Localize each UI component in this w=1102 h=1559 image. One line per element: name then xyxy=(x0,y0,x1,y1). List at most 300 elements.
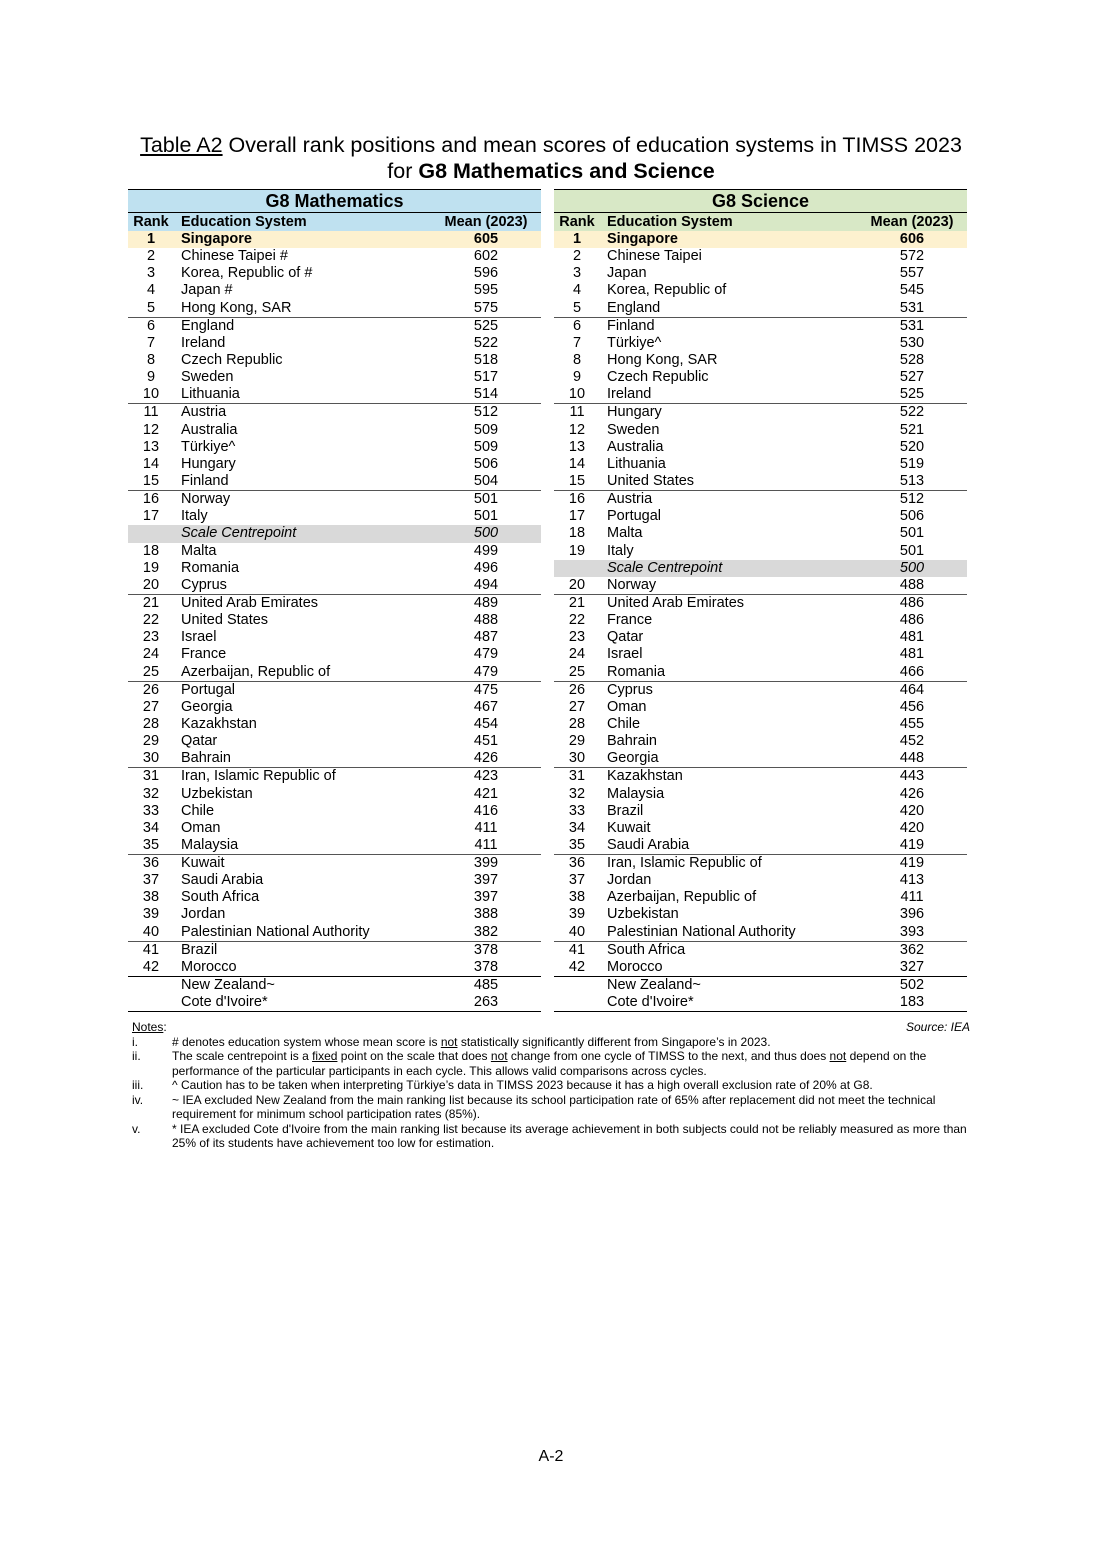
mean-cell: 263 xyxy=(473,994,499,1011)
mean-cell: 531 xyxy=(899,317,925,334)
mean-cell: 545 xyxy=(899,282,925,299)
mean-cell: 382 xyxy=(473,923,499,940)
table-row xyxy=(128,422,541,439)
rank-cell: 4 xyxy=(146,282,156,299)
system-cell: Australia xyxy=(181,421,238,438)
math-heading: G8 Mathematics xyxy=(128,189,541,212)
system-cell: France xyxy=(181,646,227,663)
rank-cell: 5 xyxy=(146,299,156,316)
mean-cell: 487 xyxy=(473,629,499,646)
table-row xyxy=(128,490,541,508)
system-cell: Kazakhstan xyxy=(607,768,683,785)
table-row xyxy=(128,265,541,282)
table-row xyxy=(554,248,967,265)
mean-cell: 416 xyxy=(473,802,499,819)
mean-cell: 494 xyxy=(473,576,499,593)
rank-cell: 41 xyxy=(568,941,586,958)
note-number: ii. xyxy=(132,1049,141,1063)
table-row xyxy=(128,837,541,854)
system-cell: Brazil xyxy=(181,941,218,958)
rank-cell: 41 xyxy=(142,941,160,958)
rank-cell: 1 xyxy=(572,231,582,247)
system-cell: Sweden xyxy=(607,421,660,438)
system-cell: Chinese Taipei # xyxy=(181,248,288,265)
mean-cell: 500 xyxy=(899,559,925,576)
table-row xyxy=(554,386,967,403)
rank-cell: 25 xyxy=(142,663,160,680)
mean-cell: 488 xyxy=(473,612,499,629)
rank-cell: 19 xyxy=(142,559,160,576)
system-cell: Portugal xyxy=(607,508,662,525)
mean-cell: 393 xyxy=(899,923,925,940)
rank-cell: 31 xyxy=(142,768,160,785)
mean-cell: 419 xyxy=(899,836,925,853)
rank-header: Rank xyxy=(133,214,169,230)
system-cell: Jordan xyxy=(607,872,652,889)
system-cell: Uzbekistan xyxy=(181,785,253,802)
mean-cell: 501 xyxy=(473,491,499,508)
rank-cell: 10 xyxy=(568,386,586,403)
note-fragment: The scale centrepoint is a xyxy=(172,1049,313,1063)
system-cell: Azerbaijan, Republic of xyxy=(607,889,757,906)
system-cell: Finland xyxy=(181,472,229,489)
table-row xyxy=(554,664,967,681)
system-cell: Finland xyxy=(607,317,655,334)
system-cell: Qatar xyxy=(607,629,644,646)
rank-cell: 42 xyxy=(568,958,586,975)
table-row xyxy=(128,681,541,699)
table-row xyxy=(554,699,967,716)
mean-cell: 378 xyxy=(473,941,499,958)
rank-cell: 21 xyxy=(568,594,586,611)
note-fragment: * IEA excluded Cote d'Ivoire from the main ranking list because its average achievement in both subjects could not be reliably measured as more than 25% of its students have achievement too low for estimation. xyxy=(172,1121,967,1150)
mean-cell: 397 xyxy=(473,872,499,889)
table-row xyxy=(128,473,541,490)
note-emphasis: not xyxy=(440,1034,458,1049)
rank-cell: 12 xyxy=(142,421,160,438)
system-cell: Malaysia xyxy=(181,836,239,853)
mean-cell: 530 xyxy=(899,334,925,351)
rank-cell: 23 xyxy=(568,629,586,646)
rank-cell: 28 xyxy=(568,715,586,732)
system-cell: Palestinian National Authority xyxy=(181,923,370,940)
mean-header: Mean (2023) xyxy=(444,214,528,230)
table-row xyxy=(128,733,541,750)
rank-cell: 7 xyxy=(572,334,582,351)
rank-cell: 2 xyxy=(572,248,582,265)
table-row xyxy=(554,889,967,906)
table-row xyxy=(128,786,541,803)
system-cell: Oman xyxy=(181,819,221,836)
rank-cell: 39 xyxy=(568,906,586,923)
rank-cell: 39 xyxy=(142,906,160,923)
table-row xyxy=(128,664,541,681)
mean-cell: 413 xyxy=(899,872,925,889)
system-cell: New Zealand~ xyxy=(181,977,275,994)
mean-cell: 419 xyxy=(899,855,925,872)
rank-cell: 3 xyxy=(146,265,156,282)
rank-cell: 29 xyxy=(142,733,160,750)
table-row xyxy=(128,335,541,352)
rank-cell: 26 xyxy=(142,681,160,698)
mean-cell: 513 xyxy=(899,472,925,489)
table-row xyxy=(128,439,541,456)
note-number: i. xyxy=(132,1034,138,1049)
system-cell: England xyxy=(181,317,235,334)
note-fragment: # denotes education system whose mean score is xyxy=(172,1034,441,1049)
rank-cell: 11 xyxy=(143,404,159,421)
system-cell: Austria xyxy=(607,491,653,508)
note-number: v. xyxy=(132,1121,141,1136)
mean-cell: 485 xyxy=(473,977,499,994)
system-cell: Singapore xyxy=(607,231,678,247)
table-row xyxy=(554,231,967,248)
system-cell: Kuwait xyxy=(181,855,225,872)
system-cell: New Zealand~ xyxy=(607,977,701,994)
system-cell: Saudi Arabia xyxy=(181,872,264,889)
table-row xyxy=(554,473,967,490)
table-row xyxy=(128,369,541,386)
table-row xyxy=(554,282,967,299)
table-row xyxy=(128,716,541,733)
system-cell: Portugal xyxy=(181,681,236,698)
table-row xyxy=(554,490,967,508)
mean-cell: 475 xyxy=(473,681,499,698)
table-row xyxy=(554,716,967,733)
notes-header xyxy=(132,1020,970,1035)
mean-cell: 489 xyxy=(473,594,499,611)
system-cell: Malta xyxy=(607,525,643,542)
mean-cell: 452 xyxy=(899,733,925,750)
table-row xyxy=(554,439,967,456)
rank-cell: 33 xyxy=(568,802,586,819)
system-cell: Chile xyxy=(607,715,641,732)
mean-cell: 514 xyxy=(473,386,499,403)
table-bottom-rule xyxy=(128,1011,541,1012)
mean-cell: 504 xyxy=(473,472,499,489)
table-row xyxy=(554,403,967,421)
system-cell: Cote d'Ivoire* xyxy=(181,994,268,1011)
note-item xyxy=(132,1049,970,1078)
rank-cell: 33 xyxy=(142,802,160,819)
system-cell: Kuwait xyxy=(607,819,651,836)
math-rows xyxy=(128,231,541,1011)
rank-cell: 1 xyxy=(146,231,156,247)
mean-cell: 421 xyxy=(473,785,499,802)
table-bottom-rule xyxy=(554,1011,967,1012)
system-cell: Saudi Arabia xyxy=(607,836,690,853)
scale-centrepoint-row xyxy=(554,560,967,577)
system-cell: Chile xyxy=(181,802,215,819)
rank-cell: 31 xyxy=(568,768,586,785)
mean-cell: 502 xyxy=(899,977,925,994)
table-row xyxy=(554,646,967,663)
note-text xyxy=(172,1093,970,1122)
notes-list xyxy=(132,1035,970,1151)
rank-cell: 15 xyxy=(568,472,586,489)
table-row xyxy=(554,872,967,889)
rank-cell: 13 xyxy=(568,438,586,455)
mean-cell: 596 xyxy=(473,265,499,282)
table-row xyxy=(128,750,541,767)
table-label: Table A2 xyxy=(140,133,223,157)
table-title xyxy=(128,132,974,184)
rank-cell: 9 xyxy=(572,369,582,386)
rank-cell: 4 xyxy=(572,282,582,299)
mean-cell: 500 xyxy=(473,525,499,542)
system-cell: Hong Kong, SAR xyxy=(607,351,718,368)
rank-cell xyxy=(554,994,600,1011)
system-cell: Hong Kong, SAR xyxy=(181,299,292,316)
rank-cell: 30 xyxy=(568,750,586,767)
table-row xyxy=(128,300,541,317)
note-item xyxy=(132,1078,970,1093)
mean-cell: 451 xyxy=(473,733,499,750)
table-row xyxy=(128,924,541,941)
rank-cell: 38 xyxy=(142,889,160,906)
system-cell: Malta xyxy=(181,542,217,559)
notes-heading-colon: : xyxy=(163,1020,167,1034)
mean-cell: 506 xyxy=(899,508,925,525)
system-cell: South Africa xyxy=(607,941,686,958)
title-text: Overall rank positions and mean scores of education systems in TIMSS 2023 for xyxy=(222,133,962,183)
system-cell: Japan # xyxy=(181,282,233,299)
rank-cell: 34 xyxy=(142,819,160,836)
system-cell: Norway xyxy=(181,491,231,508)
rank-cell: 22 xyxy=(568,612,586,629)
system-cell: Morocco xyxy=(181,958,237,975)
table-row xyxy=(128,959,541,976)
system-cell: Israel xyxy=(607,646,643,663)
note-emphasis: not xyxy=(490,1049,508,1063)
system-cell: Australia xyxy=(607,438,664,455)
rank-cell: 28 xyxy=(142,715,160,732)
mean-cell: 411 xyxy=(474,819,498,836)
system-cell: Bahrain xyxy=(181,750,231,767)
system-header: Education System xyxy=(181,214,307,230)
mean-cell: 518 xyxy=(473,351,499,368)
mean-cell: 479 xyxy=(473,646,499,663)
rank-cell: 12 xyxy=(568,421,586,438)
mean-cell: 420 xyxy=(899,819,925,836)
note-text xyxy=(172,1049,970,1078)
table-row xyxy=(128,594,541,612)
page-number: A-2 xyxy=(538,1448,564,1465)
table-row xyxy=(554,612,967,629)
rank-cell: 36 xyxy=(568,855,586,872)
scale-centrepoint-row xyxy=(128,525,541,542)
system-cell: Palestinian National Authority xyxy=(607,923,796,940)
table-row xyxy=(128,646,541,663)
note-emphasis: fixed xyxy=(312,1049,338,1063)
table-row xyxy=(554,456,967,473)
note-item xyxy=(132,1093,970,1122)
table-row xyxy=(554,352,967,369)
mean-cell: 519 xyxy=(899,455,925,472)
table-row xyxy=(554,508,967,525)
rank-cell: 2 xyxy=(146,248,156,265)
table-row xyxy=(128,872,541,889)
table-row xyxy=(128,820,541,837)
system-cell: United Arab Emirates xyxy=(181,594,319,611)
rank-cell: 21 xyxy=(142,594,160,611)
source-label: Source: IEA xyxy=(905,1020,970,1034)
table-row xyxy=(128,941,541,959)
science-rows xyxy=(554,231,967,1011)
rank-cell: 18 xyxy=(568,525,586,542)
note-fragment: change from one cycle of TIMSS to the next, and thus does xyxy=(507,1049,830,1063)
system-cell: Ireland xyxy=(607,386,652,403)
table-row xyxy=(128,976,541,994)
rank-cell: 25 xyxy=(568,663,586,680)
system-cell: Korea, Republic of # xyxy=(181,265,313,282)
system-cell: Malaysia xyxy=(607,785,665,802)
table-row xyxy=(554,681,967,699)
mean-cell: 423 xyxy=(473,768,499,785)
table-row xyxy=(554,820,967,837)
rank-cell: 3 xyxy=(572,265,582,282)
system-cell: Romania xyxy=(181,559,240,576)
note-fragment: depend on the performance of the particular participants in each cycle. This allows valid comparisons across cycles. xyxy=(172,1049,927,1078)
table-row xyxy=(128,889,541,906)
rank-cell: 10 xyxy=(142,386,160,403)
science-heading: G8 Science xyxy=(554,189,967,212)
table-row xyxy=(128,906,541,923)
table-row xyxy=(554,422,967,439)
table-row xyxy=(554,733,967,750)
system-cell: Austria xyxy=(181,404,227,421)
table-row xyxy=(554,750,967,767)
rank-cell xyxy=(554,977,600,994)
table-row xyxy=(554,786,967,803)
system-cell: Scale Centrepoint xyxy=(181,525,297,542)
system-cell: Chinese Taipei xyxy=(607,248,702,265)
mean-cell: 479 xyxy=(473,663,499,680)
system-cell: England xyxy=(607,299,661,316)
mean-cell: 426 xyxy=(473,750,499,767)
table-row xyxy=(128,386,541,403)
mean-cell: 396 xyxy=(899,906,925,923)
mean-cell: 557 xyxy=(899,265,925,282)
mean-cell: 521 xyxy=(899,421,925,438)
rank-cell: 15 xyxy=(142,472,160,489)
mean-cell: 512 xyxy=(473,404,499,421)
mean-cell: 528 xyxy=(899,351,925,368)
table-row xyxy=(128,282,541,299)
note-fragment: point on the scale that does xyxy=(337,1049,491,1063)
system-cell: Scale Centrepoint xyxy=(607,559,723,576)
table-row xyxy=(128,317,541,335)
system-cell: Hungary xyxy=(607,404,662,421)
mean-cell: 481 xyxy=(899,646,925,663)
mean-cell: 443 xyxy=(899,768,925,785)
math-column-headers xyxy=(128,212,541,231)
rank-cell: 26 xyxy=(568,681,586,698)
table-row xyxy=(554,265,967,282)
rank-cell: 9 xyxy=(146,369,156,386)
rank-cell: 37 xyxy=(568,872,586,889)
note-item xyxy=(132,1122,970,1151)
mean-cell: 517 xyxy=(473,369,499,386)
table-row xyxy=(554,300,967,317)
system-header: Education System xyxy=(607,214,733,230)
rank-cell: 5 xyxy=(572,299,582,316)
rank-cell: 27 xyxy=(142,698,160,715)
table-row xyxy=(554,837,967,854)
system-cell: South Africa xyxy=(181,889,260,906)
rank-cell xyxy=(554,560,600,577)
mean-cell: 527 xyxy=(899,369,925,386)
system-cell: Italy xyxy=(607,542,634,559)
system-cell: Korea, Republic of xyxy=(607,282,727,299)
mean-cell: 575 xyxy=(473,299,499,316)
rank-cell xyxy=(128,977,174,994)
table-row xyxy=(554,906,967,923)
system-cell: United States xyxy=(607,472,695,489)
mean-cell: 606 xyxy=(899,231,925,247)
mean-cell: 467 xyxy=(473,698,499,715)
mean-cell: 509 xyxy=(473,438,499,455)
system-cell: Hungary xyxy=(181,455,236,472)
note-item xyxy=(132,1035,970,1050)
table-row xyxy=(128,803,541,820)
mean-cell: 520 xyxy=(899,438,925,455)
table-row xyxy=(128,456,541,473)
rank-cell: 40 xyxy=(568,923,586,940)
mean-cell: 499 xyxy=(473,542,499,559)
note-text xyxy=(172,1035,970,1050)
table-row xyxy=(554,994,967,1011)
system-cell: Czech Republic xyxy=(607,369,709,386)
system-cell: Cote d'Ivoire* xyxy=(607,994,694,1011)
system-cell: Israel xyxy=(181,629,217,646)
system-cell: Jordan xyxy=(181,906,226,923)
rank-cell: 29 xyxy=(568,733,586,750)
mean-cell: 399 xyxy=(473,855,499,872)
note-number: iii. xyxy=(132,1078,144,1092)
note-fragment: ^ Caution has to be taken when interpreting Türkiye’s data in TIMSS 2023 because it has a high overall exclusion rate of 20% at G8. xyxy=(172,1078,873,1092)
table-row xyxy=(128,231,541,248)
mean-cell: 411 xyxy=(900,889,924,906)
table-row xyxy=(554,335,967,352)
table-row xyxy=(128,577,541,594)
rank-cell: 18 xyxy=(142,542,160,559)
rank-cell: 35 xyxy=(568,836,586,853)
mean-cell: 456 xyxy=(899,698,925,715)
rank-cell: 23 xyxy=(142,629,160,646)
system-cell: Kazakhstan xyxy=(181,715,257,732)
table-row xyxy=(554,941,967,959)
mean-cell: 426 xyxy=(899,785,925,802)
note-fragment: statistically significantly different from Singapore’s in 2023. xyxy=(457,1034,771,1049)
mean-cell: 466 xyxy=(899,663,925,680)
system-cell: Japan xyxy=(607,265,647,282)
table-row xyxy=(554,369,967,386)
mean-cell: 362 xyxy=(899,941,925,958)
system-cell: Georgia xyxy=(181,698,233,715)
note-fragment: ~ IEA excluded New Zealand from the main ranking list because its school participation rate of 65% after replacement did not meet the technical requirement for minimum school participation rates (85%). xyxy=(172,1092,936,1121)
table-row xyxy=(128,767,541,785)
system-cell: Türkiye^ xyxy=(181,438,236,455)
mean-cell: 522 xyxy=(899,404,925,421)
rank-cell: 8 xyxy=(146,351,156,368)
mean-cell: 183 xyxy=(899,994,925,1011)
system-cell: Morocco xyxy=(607,958,663,975)
table-row xyxy=(128,508,541,525)
rank-cell: 11 xyxy=(569,404,585,421)
rank-cell: 22 xyxy=(142,612,160,629)
table-row xyxy=(554,854,967,872)
